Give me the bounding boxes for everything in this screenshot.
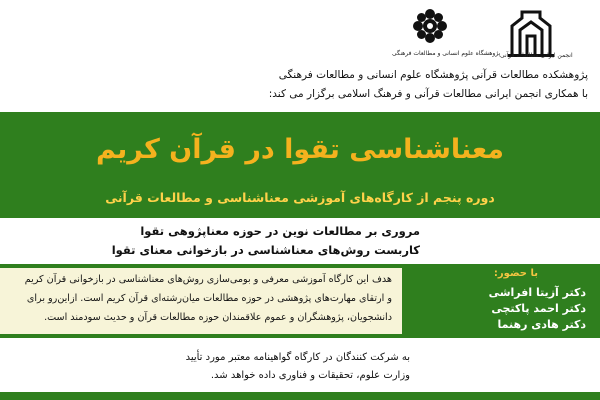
presenter-name: دکتر آزیتا افراشی — [488, 286, 586, 299]
association-logo-caption: انجمن ایرانی مطالعات قرآنی — [500, 52, 573, 59]
description-line: هدف این کارگاه آموزشی معرفی و بومی‌سازی روش‌های معناشناسی در بازخوانی قرآن کریم — [24, 274, 392, 285]
intro — [0, 66, 600, 110]
bottom-bar — [0, 392, 600, 400]
presenter-name: دکتر هادی رهنما — [497, 318, 586, 331]
workshop-title: معناشناسی تقوا در قرآن کریم — [95, 134, 505, 165]
intro-line-organizer: پژوهشکده مطالعات قرآنی پژوهشگاه علوم انسانی و مطالعات فرهنگی — [278, 69, 588, 81]
topics — [0, 218, 600, 264]
header — [0, 0, 600, 66]
presenter-name: دکتر احمد پاکتچی — [491, 302, 586, 315]
description-panel — [0, 268, 402, 334]
presenters — [402, 264, 600, 338]
title-band — [0, 112, 600, 218]
description-line: دانشجویان، پژوهشگران و عموم علاقمندان حوزه مطالعات قرآن و حدیث سودمند است. — [44, 312, 392, 323]
certificate-note-line: وزارت علوم، تحقیقات و فناوری داده خواهد شد. — [210, 370, 410, 381]
topic-item: کاربست روش‌های معناشناسی در بازخوانی معنای تقوا — [111, 243, 420, 257]
institute-logo-caption: پژوهشگاه علوم انسانی و مطالعات فرهنگی — [392, 50, 501, 57]
presenters-label: با حضور: — [493, 268, 538, 279]
certificate-note — [0, 338, 600, 400]
topic-item: مروری بر مطالعات نوین در حوزه معناپژوهی تقوا — [140, 224, 420, 238]
intro-line-partner: با همکاری انجمن ایرانی مطالعات قرآنی و فرهنگ اسلامی برگزار می کند: — [268, 88, 588, 100]
certificate-note-line: به شرکت کنندگان در کارگاه گواهینامه معتبر مورد تأیید — [185, 352, 410, 363]
description-line: و ارتقای مهارت‌های پژوهشی در حوزه مطالعات میان‌رشته‌ای قرآن کریم است. ازاین‌رو برای — [26, 293, 392, 304]
workshop-subtitle: دوره پنجم از کارگاه‌های آموزشی معناشناسی و مطالعات قرآنی — [105, 190, 495, 205]
description-band — [0, 264, 600, 338]
